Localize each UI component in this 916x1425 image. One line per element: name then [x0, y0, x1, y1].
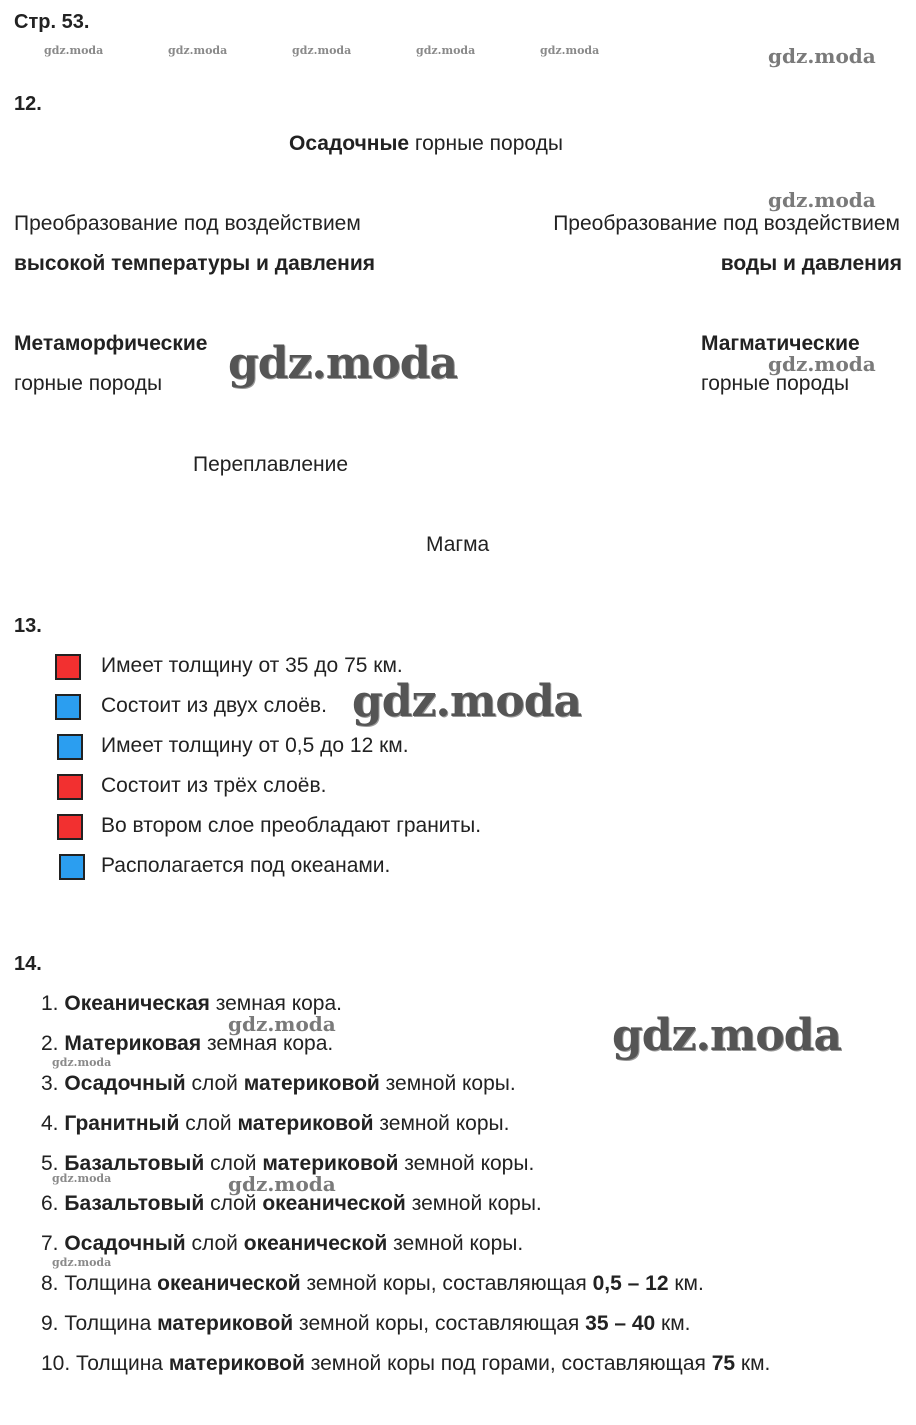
watermark: gdz.moda [52, 1256, 112, 1269]
list-item-segment: материковой [157, 1312, 294, 1335]
question-number-12: 12. [14, 93, 42, 115]
list-item-segment: 2. [41, 1032, 65, 1055]
list-item [41, 1271, 704, 1297]
list-item-segment: Базальтовый [64, 1192, 205, 1215]
watermark: gdz.moda [352, 676, 582, 727]
list-item-segment: слой [179, 1112, 238, 1135]
list-item-segment: Базальтовый [64, 1152, 205, 1175]
list-item-segment: 1. [41, 992, 65, 1015]
list-item-segment: Гранитный [64, 1112, 180, 1135]
list-item [41, 1351, 770, 1377]
list-item-segment: земной коры. [398, 1152, 535, 1175]
list-item-segment: земной коры, составляющая [293, 1312, 586, 1335]
left-transform-line2: высокой температуры и давления [14, 252, 376, 275]
list-item-segment: Материковая [64, 1032, 202, 1055]
list-item-segment: слой [185, 1232, 244, 1255]
watermark: gdz.moda [768, 44, 876, 68]
list-item-segment: 35 – 40 [585, 1312, 656, 1335]
feature-text: Имеет толщину от 35 до 75 км. [101, 654, 403, 677]
watermark: gdz.moda [168, 44, 228, 57]
right-transform-line1: Преобразование под воздействием [553, 212, 900, 235]
blue-square-marker [55, 694, 81, 720]
list-item [41, 1111, 509, 1137]
watermark: gdz.moda [768, 352, 876, 376]
list-item-segment: материковой [168, 1352, 305, 1375]
list-item-segment: слой [204, 1152, 263, 1175]
watermark: gdz.moda [228, 338, 458, 389]
list-item-segment: 7. [41, 1232, 65, 1255]
list-item-segment: земной коры. [405, 1192, 542, 1215]
watermark: gdz.moda [52, 1172, 112, 1185]
watermark: gdz.moda [540, 44, 600, 57]
question-number-13: 13. [14, 615, 42, 637]
watermark: gdz.moda [52, 1056, 112, 1069]
list-item-segment: 10. Толщина [41, 1352, 169, 1375]
list-item-segment: океанической [262, 1192, 406, 1215]
list-item-segment: материковой [237, 1112, 374, 1135]
list-item-segment: Осадочный [64, 1072, 186, 1095]
list-item [41, 1311, 691, 1337]
watermark: gdz.moda [292, 44, 352, 57]
red-square-marker [57, 774, 83, 800]
list-item-segment: км. [668, 1272, 704, 1295]
blue-square-marker [57, 734, 83, 760]
list-item-segment: 75 [711, 1352, 736, 1375]
list-item-segment: 9. Толщина [41, 1312, 158, 1335]
list-item [41, 1231, 523, 1257]
right-transform-line2: воды и давления [720, 252, 902, 275]
list-item-segment: океанической [157, 1272, 301, 1295]
sedimentary-rest: горные породы [414, 132, 563, 155]
feature-text: Состоит из двух слоёв. [101, 694, 327, 717]
question-number-14: 14. [14, 953, 42, 975]
list-item-segment: 5. [41, 1152, 65, 1175]
list-item-segment: материковой [243, 1072, 380, 1095]
list-item-segment: земной коры. [387, 1232, 524, 1255]
watermark: gdz.moda [612, 1010, 842, 1061]
list-item-segment: земная кора. [209, 992, 342, 1015]
feature-text: Во втором слое преобладают граниты. [101, 814, 482, 837]
list-item-segment: земной коры. [379, 1072, 516, 1095]
sedimentary-bold: Осадочные [289, 132, 410, 155]
list-item-segment: 4. [41, 1112, 65, 1135]
metamorphic-rest: горные породы [14, 372, 163, 395]
watermark: gdz.moda [228, 1012, 336, 1036]
list-item-segment: океанической [243, 1232, 388, 1255]
red-square-marker [57, 814, 83, 840]
remelting-label: Переплавление [193, 453, 349, 476]
watermark: gdz.moda [416, 44, 476, 57]
magma-label: Магма [426, 533, 490, 556]
feature-text: Имеет толщину от 0,5 до 12 км. [101, 734, 409, 757]
magmatic-bold: Магматические [701, 332, 860, 355]
watermark: gdz.moda [228, 1172, 336, 1196]
list-item-segment: земной коры под горами, составляющая [304, 1352, 712, 1375]
left-transform-line1: Преобразование под воздействием [14, 212, 361, 235]
list-item-segment: земная кора. [201, 1032, 334, 1055]
list-item-segment: км. [655, 1312, 691, 1335]
watermark: gdz.moda [768, 188, 876, 212]
list-item-segment: земной коры. [373, 1112, 510, 1135]
magmatic-rest: горные породы [701, 372, 850, 395]
list-item-segment: 3. [41, 1072, 65, 1095]
feature-text: Состоит из трёх слоёв. [101, 774, 327, 797]
list-item-segment: 0,5 – 12 [592, 1272, 669, 1295]
metamorphic-bold: Метаморфические [14, 332, 208, 355]
list-item-segment: материковой [262, 1152, 399, 1175]
list-item-segment: слой [204, 1192, 263, 1215]
feature-text: Располагается под океанами. [101, 854, 391, 877]
list-item-segment: Океаническая [64, 992, 210, 1015]
list-item-segment: км. [735, 1352, 771, 1375]
red-square-marker [55, 654, 81, 680]
list-item [41, 1071, 516, 1097]
list-item-segment: Осадочный [64, 1232, 186, 1255]
watermark: gdz.moda [44, 44, 104, 57]
sedimentary-rocks-label [289, 131, 563, 157]
page-title: Стр. 53. [14, 11, 90, 33]
list-item-segment: земной коры, составляющая [300, 1272, 593, 1295]
list-item-segment: 8. Толщина [41, 1272, 158, 1295]
blue-square-marker [59, 854, 85, 880]
list-item-segment: 6. [41, 1192, 65, 1215]
list-item-segment: слой [185, 1072, 244, 1095]
